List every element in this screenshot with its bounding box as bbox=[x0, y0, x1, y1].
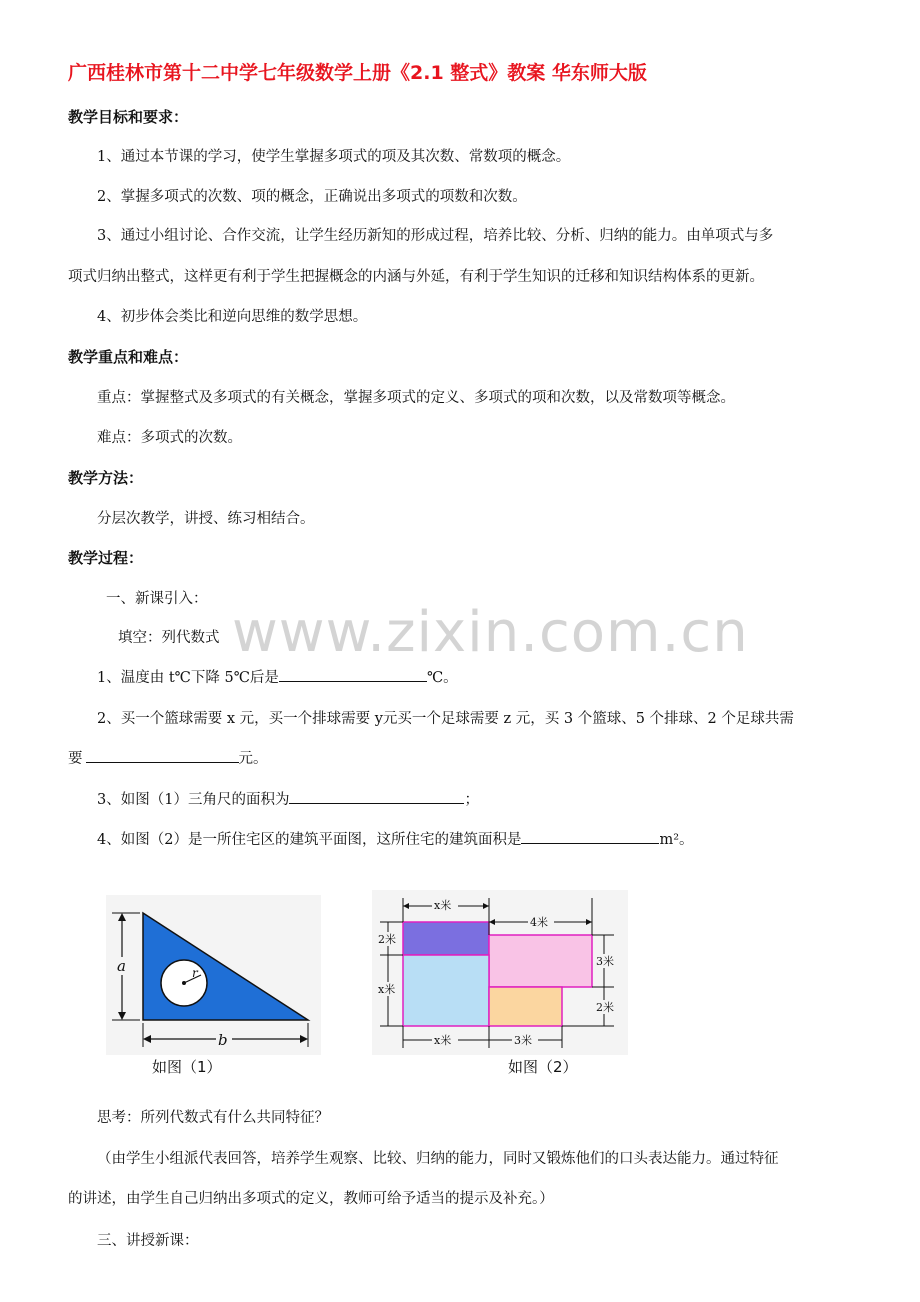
label-a: a bbox=[117, 957, 126, 975]
question-1-text: 1、温度由 t℃下降 5℃后是 bbox=[97, 670, 279, 686]
question-2-line2 bbox=[68, 747, 268, 768]
label-top-x: x米 bbox=[434, 899, 452, 912]
answer-blank-3[interactable] bbox=[289, 789, 464, 804]
watermark: www.zixin.com.cn bbox=[232, 600, 749, 665]
label-top-4: 4米 bbox=[530, 916, 548, 929]
question-1-unit: ℃。 bbox=[426, 670, 458, 686]
label-bottom-3: 3米 bbox=[514, 1034, 532, 1047]
label-right-2: 2米 bbox=[596, 1001, 614, 1014]
figure-2-caption: 如图（2） bbox=[508, 1058, 578, 1076]
goal-4: 4、初步体会类比和逆向思维的数学思想。 bbox=[97, 309, 368, 325]
method-text: 分层次教学，讲授、练习相结合。 bbox=[97, 511, 315, 527]
answer-blank-1[interactable] bbox=[279, 667, 427, 682]
goal-1: 1、通过本节课的学习，使学生掌握多项式的项及其次数、常数项的概念。 bbox=[97, 149, 571, 165]
question-3-text: 3、如图（1）三角尺的面积为 bbox=[97, 792, 290, 808]
note-line-1: （由学生小组派代表回答，培养学生观察、比较、归纳的能力，同时又锻炼他们的口头表达能力。通过特征 bbox=[97, 1151, 779, 1167]
question-3-end: ； bbox=[464, 792, 479, 808]
answer-blank-2[interactable] bbox=[86, 748, 239, 763]
key-heading: 教学重点和难点： bbox=[68, 348, 189, 366]
goals-heading: 教学目标和要求： bbox=[68, 108, 189, 126]
figure-1-caption: 如图（1） bbox=[152, 1058, 222, 1076]
key-point: 重点：掌握整式及多项式的有关概念，掌握多项式的定义、多项式的项和次数，以及常数项等概念。 bbox=[97, 390, 735, 406]
room-peach bbox=[489, 987, 562, 1026]
label-right-3: 3米 bbox=[596, 955, 614, 968]
goal-3-line2: 项式归纳出整式，这样更有利于学生把握概念的内涵与外延，有利于学生知识的迁移和知识结构体系的更新。 bbox=[68, 269, 764, 285]
think-question: 思考：所列代数式有什么共同特征？ bbox=[97, 1110, 329, 1126]
question-2-line1: 2、买一个篮球需要 x 元，买一个排球需要 y元买一个足球需要 z 元，买 3 个篮球、5 个排球、2 个足球共需 bbox=[97, 711, 794, 727]
room-purple bbox=[403, 922, 489, 955]
question-2-text: 要 bbox=[68, 751, 83, 767]
label-left-x: x米 bbox=[378, 983, 396, 996]
room-lightblue bbox=[403, 955, 489, 1026]
question-4-text: 4、如图（2）是一所住宅区的建筑平面图，这所住宅的建筑面积是 bbox=[97, 832, 522, 848]
note-line-2: 的讲述，由学生自己归纳出多项式的定义，教师可给予适当的提示及补充。） bbox=[68, 1191, 554, 1207]
fill-label: 填空：列代数式 bbox=[118, 630, 220, 646]
circle-center bbox=[182, 981, 186, 985]
goal-2: 2、掌握多项式的次数、项的概念，正确说出多项式的项数和次数。 bbox=[97, 189, 527, 205]
label-b: b bbox=[218, 1031, 228, 1049]
process-heading: 教学过程： bbox=[68, 549, 144, 567]
question-2-unit: 元。 bbox=[238, 751, 268, 767]
label-left-2: 2米 bbox=[378, 933, 396, 946]
question-4 bbox=[97, 828, 694, 849]
teach-heading: 三、讲授新课： bbox=[97, 1233, 199, 1249]
method-heading: 教学方法： bbox=[68, 469, 144, 487]
label-r: r bbox=[192, 966, 198, 980]
intro-heading: 一、新课引入： bbox=[106, 591, 208, 607]
answer-blank-4[interactable] bbox=[521, 829, 659, 844]
question-3 bbox=[97, 788, 479, 809]
label-bottom-x: x米 bbox=[434, 1034, 452, 1047]
question-4-unit: m²。 bbox=[659, 832, 694, 848]
figure-1-triangle bbox=[106, 895, 321, 1055]
goal-3-line1: 3、通过小组讨论、合作交流，让学生经历新知的形成过程，培养比较、分析、归纳的能力。由单项式与多 bbox=[97, 228, 774, 244]
document-title: 广西桂林市第十二中学七年级数学上册《2.1 整式》教案 华东师大版 bbox=[68, 62, 647, 84]
figure-2-floor-plan bbox=[372, 890, 628, 1055]
question-1 bbox=[97, 666, 458, 687]
difficulty: 难点：多项式的次数。 bbox=[97, 430, 242, 446]
room-pink bbox=[489, 935, 592, 987]
